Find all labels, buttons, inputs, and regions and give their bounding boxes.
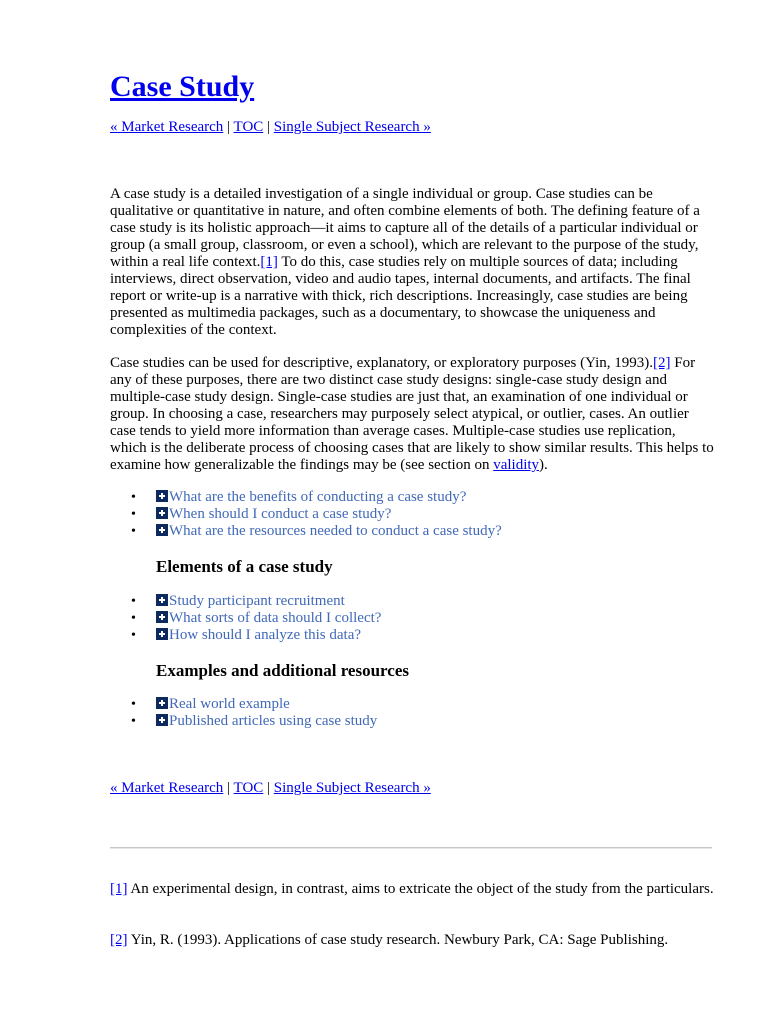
toggle-label[interactable]: Published articles using case study (169, 713, 378, 729)
nav-prev-link[interactable]: « Market Research (110, 780, 224, 796)
list-item[interactable] (110, 610, 670, 627)
toggle-label[interactable]: What sorts of data should I collect? (169, 610, 382, 626)
list-item[interactable] (110, 523, 670, 540)
elements-toggle-list (110, 593, 670, 644)
bullet-icon: • (131, 714, 136, 729)
toggle-label[interactable]: Real world example (169, 696, 290, 712)
footnote (110, 932, 714, 949)
nav-prev-link[interactable]: « Market Research (110, 119, 224, 135)
top-navigation (110, 119, 431, 136)
nav-next-link[interactable]: Single Subject Research » (273, 119, 431, 135)
footnote-backref-link[interactable]: [1] (110, 881, 128, 897)
footnote-text: Yin, R. (1993). Applications of case study research. Newbury Park, CA: Sage Publishing. (127, 932, 669, 948)
section-heading-elements: Elements of a case study (156, 557, 333, 576)
bullet-icon: • (131, 524, 136, 539)
list-item[interactable] (110, 506, 670, 523)
expand-plus-icon[interactable] (156, 628, 168, 640)
toggle-label[interactable]: What are the resources needed to conduct a case study? (169, 523, 502, 539)
list-item[interactable] (110, 627, 670, 644)
expand-plus-icon[interactable] (156, 594, 168, 606)
expand-plus-icon[interactable] (156, 697, 168, 709)
footnote-ref-link[interactable]: [2] (653, 355, 671, 371)
expand-plus-icon[interactable] (156, 490, 168, 502)
intro-paragraph (110, 186, 714, 339)
page-title-link[interactable]: Case Study (110, 70, 255, 103)
paragraph-text: Case studies can be used for descriptive, explanatory, or exploratory purposes (Yin, 1993). (110, 355, 654, 371)
list-item[interactable] (110, 489, 670, 506)
purposes-paragraph (110, 355, 714, 474)
bullet-icon: • (131, 697, 136, 712)
expand-plus-icon[interactable] (156, 524, 168, 536)
nav-separator: | (267, 119, 271, 135)
bullet-icon: • (131, 594, 136, 609)
list-item[interactable] (110, 713, 670, 730)
paragraph-text: A case study is a detailed investigation of a single individual or group. Case studies can be qualitative or quantitative in nature, and often combine elements of both. The defining feature of a case study is its holistic approach—it aims to capture all of the details of a particular individual or group (a small group, classroom, or even a school), which are relevant to the purpose of the study, within a real life context. (110, 186, 700, 270)
expand-plus-icon[interactable] (156, 714, 168, 726)
footnotes-divider (110, 847, 712, 849)
footnote-backref-link[interactable]: [2] (110, 932, 128, 948)
footnote (110, 881, 714, 898)
list-item[interactable] (110, 593, 670, 610)
bullet-icon: • (131, 490, 136, 505)
nav-separator: | (267, 780, 271, 796)
nav-separator: | (227, 119, 231, 135)
expand-plus-icon[interactable] (156, 507, 168, 519)
nav-toc-link[interactable]: TOC (233, 780, 264, 796)
nav-next-link[interactable]: Single Subject Research » (273, 780, 431, 796)
section-heading-examples: Examples and additional resources (156, 661, 409, 680)
bullet-icon: • (131, 611, 136, 626)
expand-plus-icon[interactable] (156, 611, 168, 623)
faq-toggle-list (110, 489, 670, 540)
validity-link[interactable]: validity (493, 457, 540, 473)
toggle-label[interactable]: What are the benefits of conducting a case study? (169, 489, 467, 505)
list-item[interactable] (110, 696, 670, 713)
footnote-text: An experimental design, in contrast, aims to extricate the object of the study from the particulars. (127, 881, 714, 897)
bullet-icon: • (131, 507, 136, 522)
nav-toc-link[interactable]: TOC (233, 119, 264, 135)
toggle-label[interactable]: When should I conduct a case study? (169, 506, 392, 522)
examples-toggle-list (110, 696, 670, 730)
page-title (110, 70, 254, 104)
toggle-label[interactable]: Study participant recruitment (169, 593, 345, 609)
paragraph-text: ). (539, 457, 548, 473)
toggle-label[interactable]: How should I analyze this data? (169, 627, 362, 643)
bullet-icon: • (131, 628, 136, 643)
bottom-navigation (110, 780, 431, 797)
nav-separator: | (227, 780, 231, 796)
paragraph-text: To do this, case studies rely on multiple sources of data; including interviews, direct observation, video and audio tapes, internal documents, and artifacts. The final report or write-up is a narrative with thick, rich descriptions. Increasingly, case studies are being presented as multimedia packages, such as a documentary, to showcase the uniqueness and complexities of the context. (110, 254, 691, 338)
paragraph-text: For any of these purposes, there are two distinct case study designs: single-case study design and multiple-case study design. Single-case studies are just that, an examination of one individual or group. In choosing a case, researchers may purposely select atypical, or outlier, cases. An outlier case tends to yield more information than average cases. Multiple-case studies use replication, which is the deliberate process of choosing cases that are likely to show similar results. This helps to examine how generalizable the findings may be (see section on (110, 355, 714, 473)
footnote-ref-link[interactable]: [1] (260, 254, 278, 270)
